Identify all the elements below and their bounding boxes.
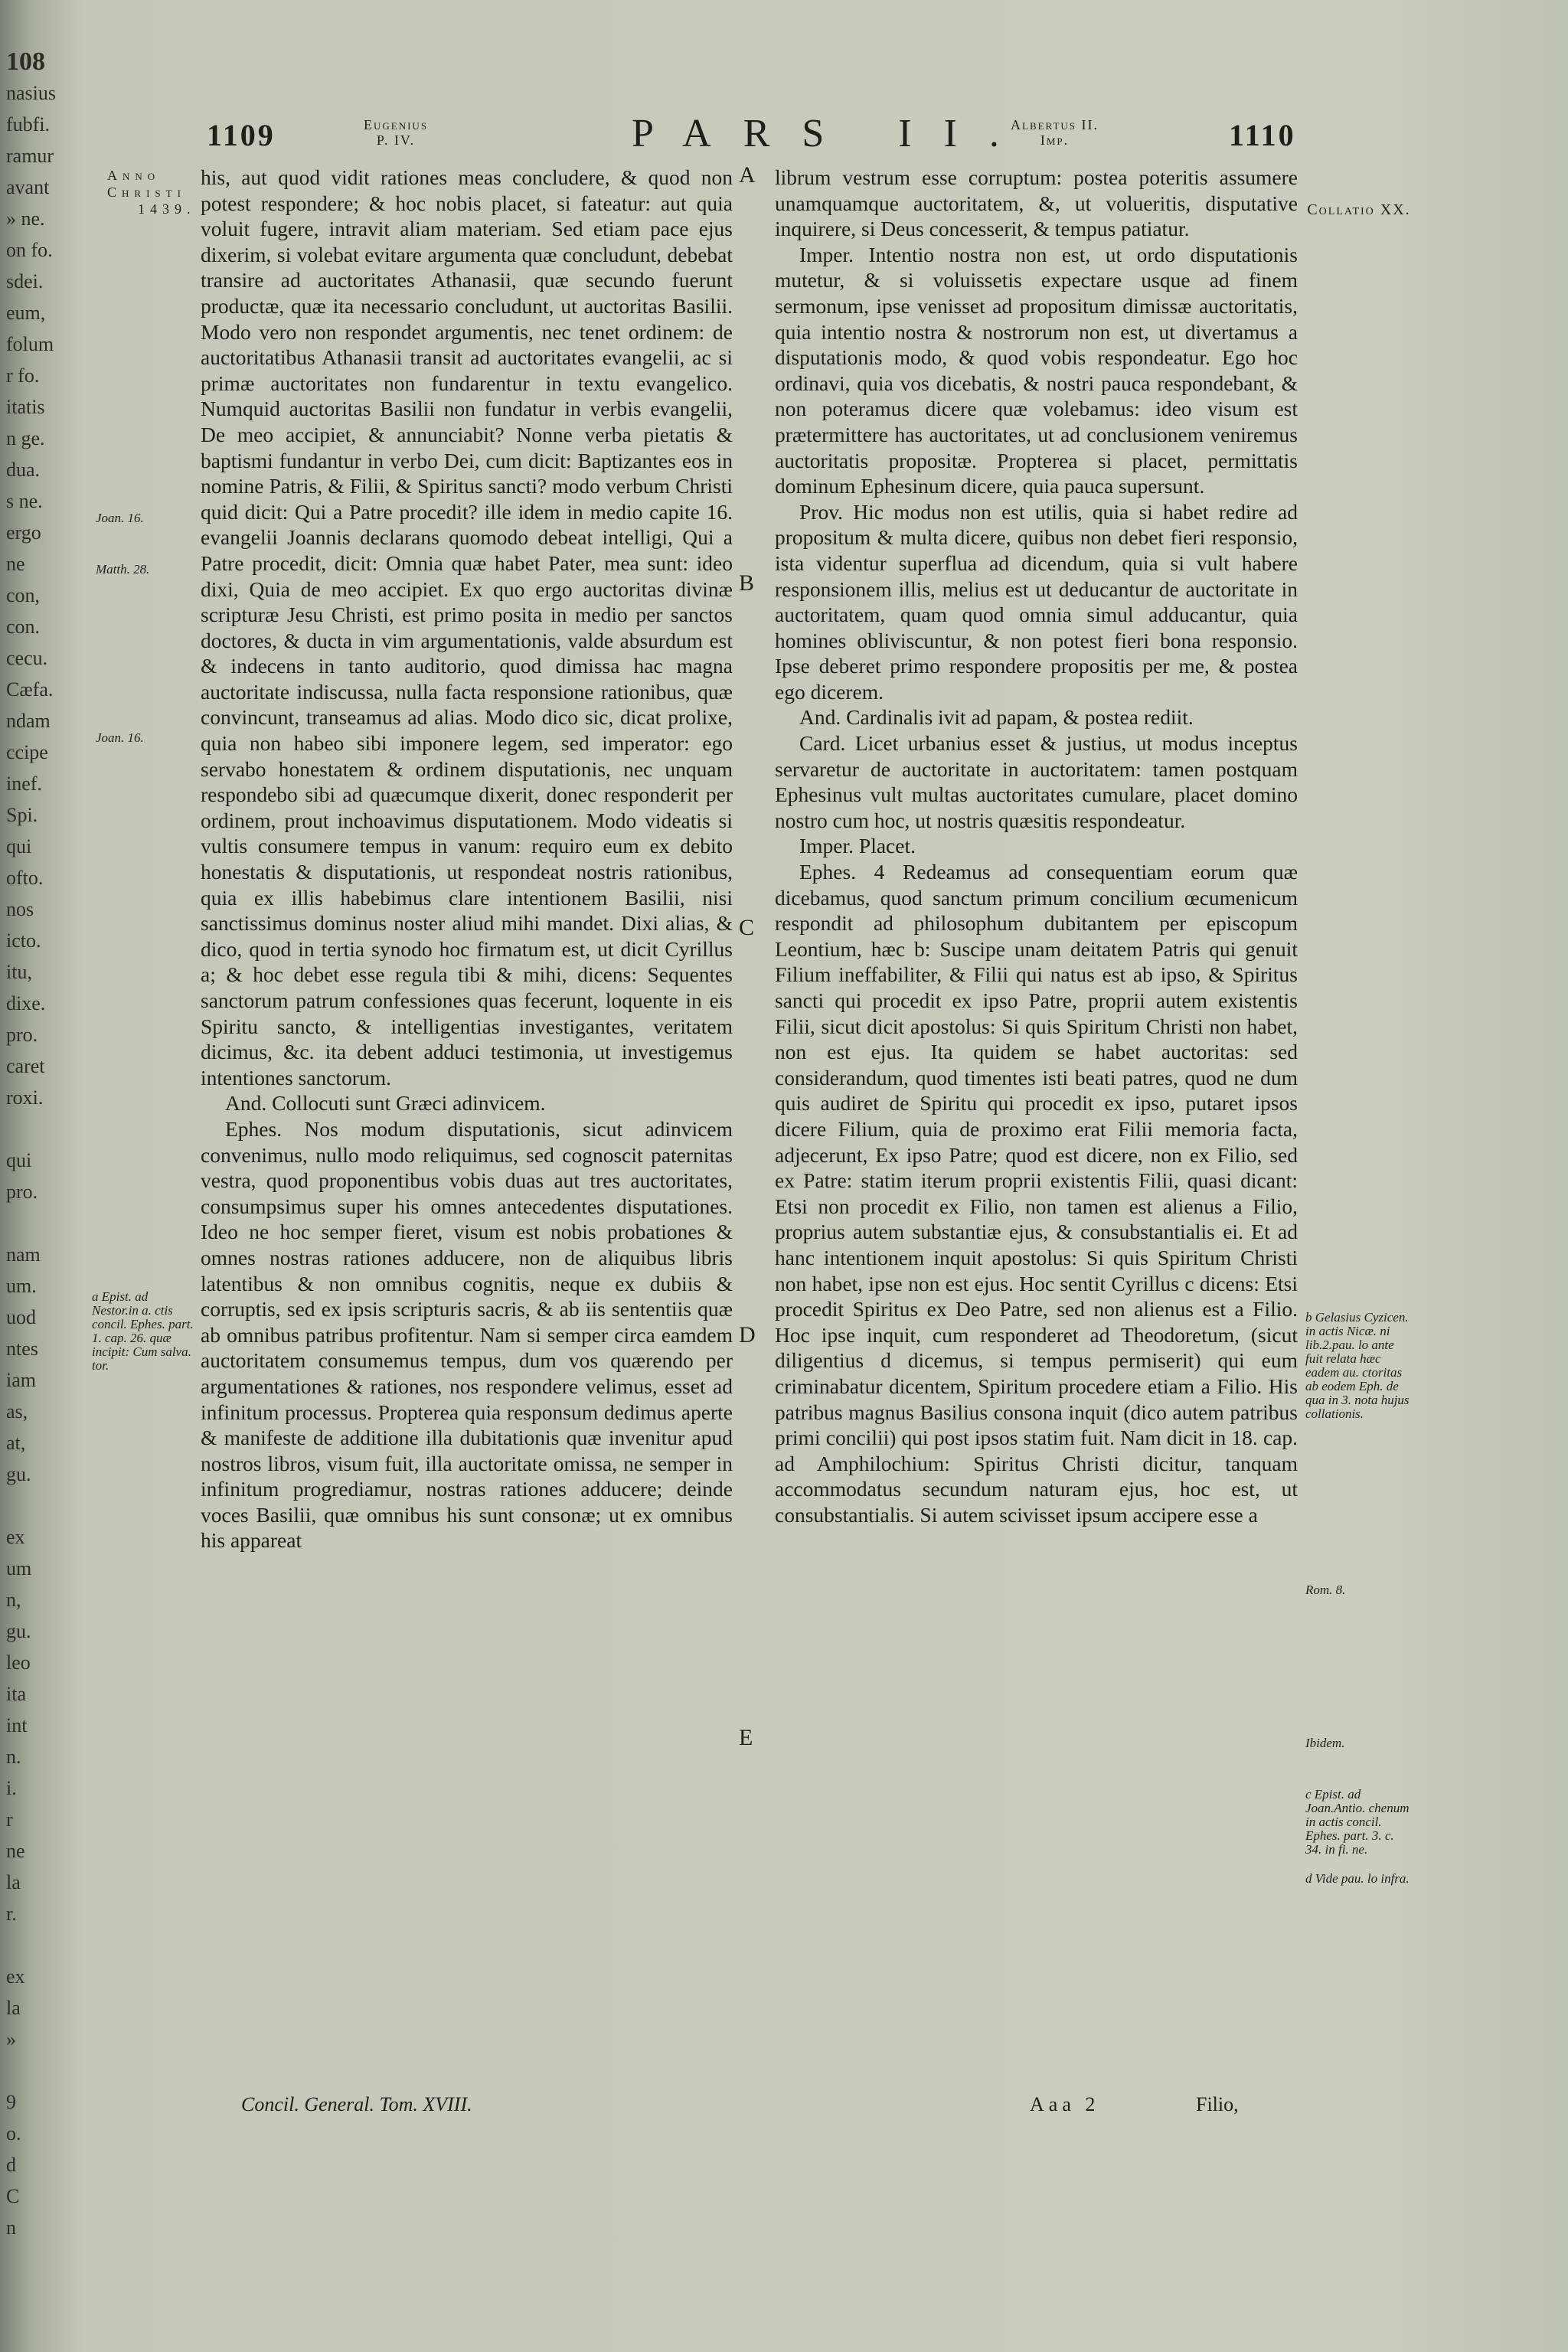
previous-page-fragment: con, bbox=[6, 584, 41, 606]
section-letter-d: D bbox=[739, 1322, 756, 1348]
previous-page-fragment: r bbox=[6, 1808, 13, 1831]
left-paragraph-3: Ephes. Nos modum disputationis, sicut adinvicem convenimus, nullo modo reliquimus, sed cognoscit paternitas vestra, quod proponentibus vobis duas aut tres auctoritates, consumpsimus super his omnes antecedentes disputationes. Ideo ne hoc semper fieret, visum est nobis probationes & omnes nostras rationes adducere, non de aliquibus libris latentibus & non omnibus cognitis, neque ex dubiis & corruptis, sed ex ipsis scripturis sacris, & ab iis sententiis quæ ab omnibus patribus profitentur. Nam si semper circa eamdem auctoritatem consumemus tempus, dum vos quærendo per argumentationes & rationes, nos respondere velimus, esset ad infinitum processus. Propterea quia responsum dedimus aperte & manifeste de additione illa dubitationis quæ invenitur apud nostros libros, visum fuit, illa auctoritate omissa, ne semper in infinitum progrediamur, nostras rationes adducere; deinde voces Basilii, quæ omnibus his sunt consonæ; ut ex omnibus his appareat bbox=[201, 1116, 733, 1553]
previous-page-fragment: Cæfa. bbox=[6, 678, 54, 701]
previous-page-fragment: » bbox=[6, 2028, 16, 2050]
previous-page-fragment bbox=[3, 2055, 80, 2086]
previous-page-fragment: roxi. bbox=[6, 1086, 44, 1109]
margin-ibidem: Ibidem. bbox=[1305, 1736, 1345, 1750]
previous-page-fragment: inef. bbox=[6, 773, 42, 795]
previous-page-fragment: d bbox=[6, 2154, 16, 2176]
right-tag-line1: Albertus II. bbox=[1011, 117, 1099, 132]
right-tag-line2: Imp. bbox=[1040, 132, 1070, 148]
previous-page-fragment: ex bbox=[6, 1965, 25, 1988]
right-paragraph-5: Card. Licet urbanius esset & justius, ut modus inceptus servaretur de auctoritate in auctoritatem: tamen postquam Ephesinus vult multas auctoritates cumulare, placet domino nostro cum hoc, ut nostris quæsitis respondeatur. bbox=[775, 731, 1298, 832]
margin-note-b: b Gelasius Cyzicen. in actis Nicæ. ni lib.2.pau. lo ante fuit relata hæc eadem au. ctoritas ab eodem Eph. de qua in 3. nota hujus collationis. bbox=[1305, 1310, 1410, 1421]
previous-page-fragment: sdei. bbox=[6, 270, 44, 292]
left-running-tag bbox=[364, 117, 428, 148]
previous-page-fragment: o. bbox=[6, 2122, 21, 2145]
previous-page-fragment: la bbox=[6, 1871, 21, 1893]
previous-page-fragment: n bbox=[6, 2216, 16, 2239]
left-tag-line2: P. IV. bbox=[376, 132, 416, 148]
previous-page-fragment bbox=[3, 1207, 80, 1239]
section-letter-c: C bbox=[739, 915, 755, 940]
right-paragraph-1: librum vestrum esse corruptum: postea poteritis assumere unamquamque auctoritatem, &, ut volueritis, disputative inquirere, si Deus concesserit, & tempus patiatur. bbox=[775, 165, 1298, 241]
previous-page-fragment: gu. bbox=[6, 1620, 31, 1642]
previous-page-fragment: i. bbox=[6, 1777, 17, 1799]
previous-page-fragment: um. bbox=[6, 1275, 37, 1297]
previous-page-fragment: folum bbox=[6, 333, 54, 355]
right-text-column bbox=[775, 165, 1298, 1527]
previous-page-fragment: C bbox=[6, 2185, 20, 2207]
previous-page-fragment bbox=[3, 1490, 80, 1521]
previous-page-fragment: icto. bbox=[6, 929, 41, 952]
christi-label: Christi bbox=[107, 185, 186, 200]
previous-page-fragment: um bbox=[6, 1557, 32, 1579]
left-tag-line1: Eugenius bbox=[364, 117, 429, 132]
previous-page-fragment: int bbox=[6, 1714, 28, 1736]
right-paragraph-2: Imper. Intentio nostra non est, ut ordo disputationis mutetur, & si voluissetis expectare usque ad finem sermonum, ipse venisset ad propositum dimissæ auctoritatis, quia intentio nostra & nostrorum non est, ut divertamus a disputationis modo, & quod vobis respondeatur. Ego hoc ordinavi, quia vos dicebatis, & nostri pauca respondebant, & non poteramus dicere quæ volebamus: ideo visum est prætermittere has auctoritates, ut ad conclusionem veniremus auctoritatis propositæ. Propterea si placet, permittatis dominum Ephesinum dicere, quia pauca supersunt. bbox=[775, 242, 1298, 498]
margin-ref-rom8: Rom. 8. bbox=[1305, 1583, 1346, 1597]
previous-page-fragment: cecu. bbox=[6, 647, 48, 669]
margin-note-c: c Epist. ad Joan.Antio. chenum in actis concil. Ephes. part. 3. c. 34. in fi. ne. bbox=[1305, 1787, 1410, 1857]
left-text-column bbox=[201, 165, 733, 1553]
previous-page-fragment: as, bbox=[6, 1400, 28, 1423]
previous-page-fragment: r. bbox=[6, 1903, 17, 1925]
right-running-tag bbox=[1011, 117, 1099, 148]
left-paragraph-2: And. Collocuti sunt Græci adinvicem. bbox=[225, 1091, 546, 1116]
footer-catchword: Filio, bbox=[1196, 2093, 1239, 2115]
previous-page-fragment: nasius bbox=[6, 82, 56, 104]
left-page-number: 1109 bbox=[207, 118, 276, 152]
anno-label: Anno bbox=[107, 168, 161, 183]
right-paragraph-3: Prov. Hic modus non est utilis, quia si habet redire ad propositum & multa dicere, quibus non debet fieri responsio, ista videntur superflua ad dicendum, quia si vult habere responsionem illis, melius est ut deducantur de auctoritate in auctoritatem, quam quod omnia simul adducantur, quia homines obliviscuntur, & non potest fieri bona responsio. Ipse deberet primo respondere propositis per me, & postea ego dicerem. bbox=[775, 499, 1298, 704]
previous-page-fragment: ne bbox=[6, 553, 25, 575]
previous-page-fragment: nos bbox=[6, 898, 34, 920]
previous-page-fragment: dixe. bbox=[6, 992, 46, 1014]
footer-volume: Concil. General. Tom. XVIII. bbox=[241, 2093, 472, 2115]
previous-page-fragment: ccipe bbox=[6, 741, 48, 763]
footer-signature: Aaa 2 bbox=[1030, 2093, 1100, 2115]
previous-page-fragment: ramur bbox=[6, 145, 54, 167]
previous-page-edge bbox=[0, 46, 80, 2343]
previous-page-fragment: ntes bbox=[6, 1338, 38, 1360]
previous-page-fragment: itatis bbox=[6, 396, 45, 418]
page-title: PARS II. bbox=[632, 112, 1031, 155]
previous-page-fragment: con. bbox=[6, 616, 41, 638]
previous-page-fragment: iam bbox=[6, 1369, 36, 1391]
margin-note-d: d Vide pau. lo infra. bbox=[1305, 1871, 1410, 1886]
previous-page-number: 108 bbox=[6, 47, 45, 76]
previous-page-fragment: Spi. bbox=[6, 804, 38, 826]
previous-page-fragment: ita bbox=[6, 1683, 26, 1705]
margin-ref-joan16b: Joan. 16. bbox=[96, 730, 144, 745]
previous-page-fragment bbox=[3, 1929, 80, 1961]
previous-page-fragment: n ge. bbox=[6, 427, 45, 449]
margin-ref-joan16a: Joan. 16. bbox=[96, 511, 144, 525]
previous-page-fragment: pro. bbox=[6, 1024, 38, 1046]
previous-page-fragment: on fo. bbox=[6, 239, 53, 261]
right-paragraph-6: Imper. Placet. bbox=[799, 834, 916, 858]
section-letter-b: B bbox=[739, 570, 755, 596]
previous-page-fragment: qui bbox=[6, 835, 32, 858]
previous-page-fragment: pro. bbox=[6, 1181, 38, 1203]
previous-page-fragment: ergo bbox=[6, 521, 41, 544]
margin-collatio: Collatio XX. bbox=[1307, 201, 1411, 218]
previous-page-fragment: itu, bbox=[6, 961, 32, 983]
left-paragraph-1: his, aut quod vidit rationes meas concludere, & quod non potest respondere; & hoc nobis placet, si fateatur: aut quia voluit fugere, intravit aliam materiam. Sed etiam pace ejus dixerim, si volebat evitare argumenta quæ concludunt, debebat transire ad auctoritates Athanasii, quæ secundo fuerunt productæ, quæ ita necessario concludunt, ut auctoritas Basilii. Modo vero non respondet argumentis, nec tenet ordinem: de auctoritatibus Athanasii transit ad auctoritates evangelii, ac si primæ auctoritates non fundarentur in textu evangelico. Numquid auctoritas Basilii non fundatur in verbis evangelii, De meo accipiet, & annunciabit? Nonne verba pietatis & baptismi fundantur in verbo Dei, cum dicit: Baptizantes eos in nomine Patris, & Filii, & Spiritus sancti? modo verbum Christi quid dicit: Qui a Patre procedit? ille idem in medio capite 16. evangelii Joannis declarans quomodo debeat intelligi, Qui a Patre procedit, dicit: Omnia quæ habet Pater, mea sunt: ideo dixi, Quia de meo accipiet. Ex quo ergo auctoritas divinæ scripturæ Jesu Christi, est primo posita in medio per sanctos doctores, & ducta in vim argumentationis, valde absurdum est & indecens in tanto auditorio, quod dimissa hac magna auctoritate indiscussa, nulla facta responsione rationibus, quæ convincunt, transeamus ad alias. Modo dico sic, dicat prolixe, quia non habeo sibi imponere legem, sed imperator: ego servabo honestatem & ordinem disputationis, nec unquam respondebo sibi ad quæcumque dixerit, donec responderit per ordinem, prout inchoavimus disputationem. Modo videatis si vultis consumere tempus in vanum: requiro eum ex debito honestatis & disputationis, ut respondeat nostris rationibus, quia ex illis habebimus clare intentionem Basilii, nisi sanctissimus dominus noster aliud mihi mandet. Dixi alias, & dico, quod in tertia synodo hoc firmatum est, ut dicit Cyrillus a; & hoc debet esse regula tibi & mihi, dicens: Sequentes sanctorum patrum confessiones quas fecerunt, loquente in eis Spiritu sancto, & intelligentias investigantes, veritatem dicimus, &c. ita debent adduci testimonia, ut investigemus intentiones sanctorum. bbox=[201, 165, 733, 1089]
right-paragraph-7: Ephes. 4 Redeamus ad consequentiam eorum quæ dicebamus, quod sanctum primum concilium œcumenicum respondit ad philosophum dubitantem per episcopum Leontium, hæc b: Suscipe unam deitatem Patris qui genuit Filium ineffabiliter, & Filii qui natus est ab ipso, & Spiritus sancti qui procedit ex ipso Patre, proprii autem existentis Filii, sicut dicit apostolus: Si quis Spiritum Christi non habet, non est ejus. Ita quidem se habet auctoritas: sed considerandum, quod timentes isti beati patres, quod ne dum quis audiret de Spiritu qui procedit ex ipso, putaret ipsos dicere Filium, quia de proximo erat Filii memoria facta, adjecerunt, Ex ipso Patre; quod est dicere, non ex Filio, sed ex Patre: statim iterum proprii existentis Filii, quasi dicant: Etsi non procedit ex Filio, non tamen est alienus a Filio, proprius autem substantiæ ejus, & consubstantialis ei. Et ad hanc intentionem inquit apostolus: Si quis Spiritum Christi non habet, ipse non est ejus. Hoc sentit Cyrillus c dicens: Etsi procedit Spiritus ex Deo Patre, sed non alienus est a Filio. Hoc ipse inquit, cum responderet ad Theodoretum, (sicut diligentius d dicemus, si tempus permiserit) qui eum criminabatur dicentem, Spiritum procedere etiam a Filio. His patribus magnus Basilius consona inquit (dico autem patribus primi concilii) qui post ipsos statim fuit. Nam dicit in 18. cap. ad Amphilochium: Spiritus Christi dicitur, tanquam accommodatus secundum naturam ejus, hoc est, ut consubstantialis. Si autem scivisset ipsum accipere esse a bbox=[775, 860, 1298, 1527]
previous-page-fragment bbox=[3, 1113, 80, 1145]
previous-page-fragment: 9 bbox=[6, 2091, 16, 2113]
previous-page-fragment: ofto. bbox=[6, 867, 44, 889]
right-page-number: 1110 bbox=[1229, 118, 1296, 152]
section-letter-e: E bbox=[739, 1725, 753, 1750]
previous-page-fragment: ex bbox=[6, 1526, 25, 1548]
previous-page-fragment: s ne. bbox=[6, 490, 43, 512]
year-label: 1439. bbox=[138, 201, 196, 217]
previous-page-fragment: qui bbox=[6, 1149, 32, 1171]
previous-page-fragment: at, bbox=[6, 1432, 26, 1454]
previous-page-fragment: n, bbox=[6, 1589, 21, 1611]
previous-page-fragment: avant bbox=[6, 176, 50, 198]
margin-note-epist-a: a Epist. ad Nestor.in a. ctis concil. Ephes. part. 1. cap. 26. quæ incipit: Cum salva. tor. bbox=[92, 1289, 194, 1373]
previous-page-fragment: r fo. bbox=[6, 364, 40, 387]
previous-page-fragment: » ne. bbox=[6, 207, 45, 230]
previous-page-fragment: caret bbox=[6, 1055, 45, 1077]
previous-page-fragment: leo bbox=[6, 1651, 31, 1674]
previous-page-fragment: ne bbox=[6, 1840, 25, 1862]
previous-page-fragments bbox=[0, 77, 80, 2243]
previous-page-fragment: fubfi. bbox=[6, 113, 51, 136]
previous-page-fragment: n. bbox=[6, 1746, 21, 1768]
previous-page-fragment: uod bbox=[6, 1306, 36, 1328]
previous-page-fragment: eum, bbox=[6, 302, 46, 324]
section-letter-a: A bbox=[739, 162, 756, 188]
previous-page-fragment: gu. bbox=[6, 1463, 31, 1485]
previous-page-fragment: nam bbox=[6, 1243, 41, 1266]
previous-page-fragment: dua. bbox=[6, 459, 41, 481]
previous-page-fragment: ndam bbox=[6, 710, 51, 732]
previous-page-fragment: la bbox=[6, 1997, 21, 2019]
year-note bbox=[107, 167, 196, 217]
right-paragraph-4: And. Cardinalis ivit ad papam, & postea rediit. bbox=[799, 705, 1194, 730]
margin-ref-matth28: Matth. 28. bbox=[96, 562, 150, 577]
